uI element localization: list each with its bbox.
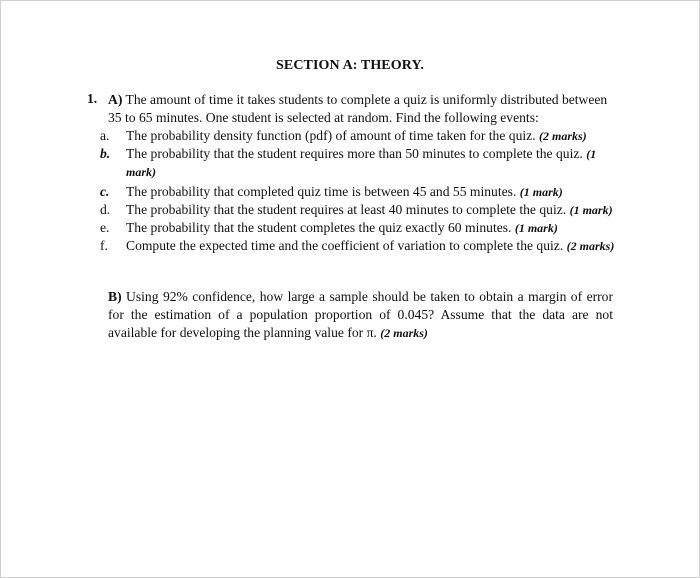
sub-question-letter: b. xyxy=(100,146,111,161)
sub-question-letter: e. xyxy=(100,220,110,235)
sub-question-text: Compute the expected time and the coefficient of variation to complete the quiz. xyxy=(126,238,564,253)
sub-question-marks: (1 mark) xyxy=(569,203,613,217)
sub-question-letter: f. xyxy=(100,238,108,253)
sub-question-letter: c. xyxy=(100,184,110,199)
sub-question-list xyxy=(100,127,620,255)
sub-question-f xyxy=(100,237,620,255)
part-a-intro xyxy=(108,91,613,127)
part-b-label: B) xyxy=(108,289,122,304)
sub-question-e xyxy=(100,219,620,237)
sub-question-c xyxy=(100,183,620,201)
sub-question-letter: a. xyxy=(100,128,110,143)
sub-question-text: The probability density function (pdf) of amount of time taken for the quiz. xyxy=(126,128,536,143)
part-b xyxy=(108,288,613,342)
part-b-marks: (2 marks) xyxy=(380,326,428,340)
part-a-intro-text: The amount of time it takes students to complete a quiz is uniformly distributed between 35 to 65 minutes. One student is selected at random. Find the following events: xyxy=(108,92,608,125)
sub-question-a xyxy=(100,127,620,145)
part-a-label: A) xyxy=(108,92,123,107)
part-b-text: Using 92% confidence, how large a sample should be taken to obtain a margin of error for the estimation of a population proportion of 0.045? Assume that the data are not available for developing the planning value for π. xyxy=(108,289,613,340)
sub-question-marks: (1 mark) xyxy=(126,147,597,179)
sub-question-text: The probability that the student completes the quiz exactly 60 minutes. xyxy=(126,220,512,235)
question-number: 1. xyxy=(87,91,98,106)
sub-question-text: The probability that completed quiz time is between 45 and 55 minutes. xyxy=(126,184,517,199)
sub-question-text: The probability that the student requires more than 50 minutes to complete the quiz. xyxy=(126,146,583,161)
sub-question-marks: (2 marks) xyxy=(539,129,587,143)
sub-question-d xyxy=(100,201,620,219)
sub-question-text: The probability that the student requires at least 40 minutes to complete the quiz. xyxy=(126,202,567,217)
sub-question-letter: d. xyxy=(100,202,111,217)
sub-question-b xyxy=(100,145,620,181)
sub-question-marks: (1 mark) xyxy=(514,221,558,235)
sub-question-marks: (2 marks) xyxy=(566,239,615,253)
sub-question-marks: (1 mark) xyxy=(519,185,563,199)
section-title: SECTION A: THEORY. xyxy=(276,58,424,73)
